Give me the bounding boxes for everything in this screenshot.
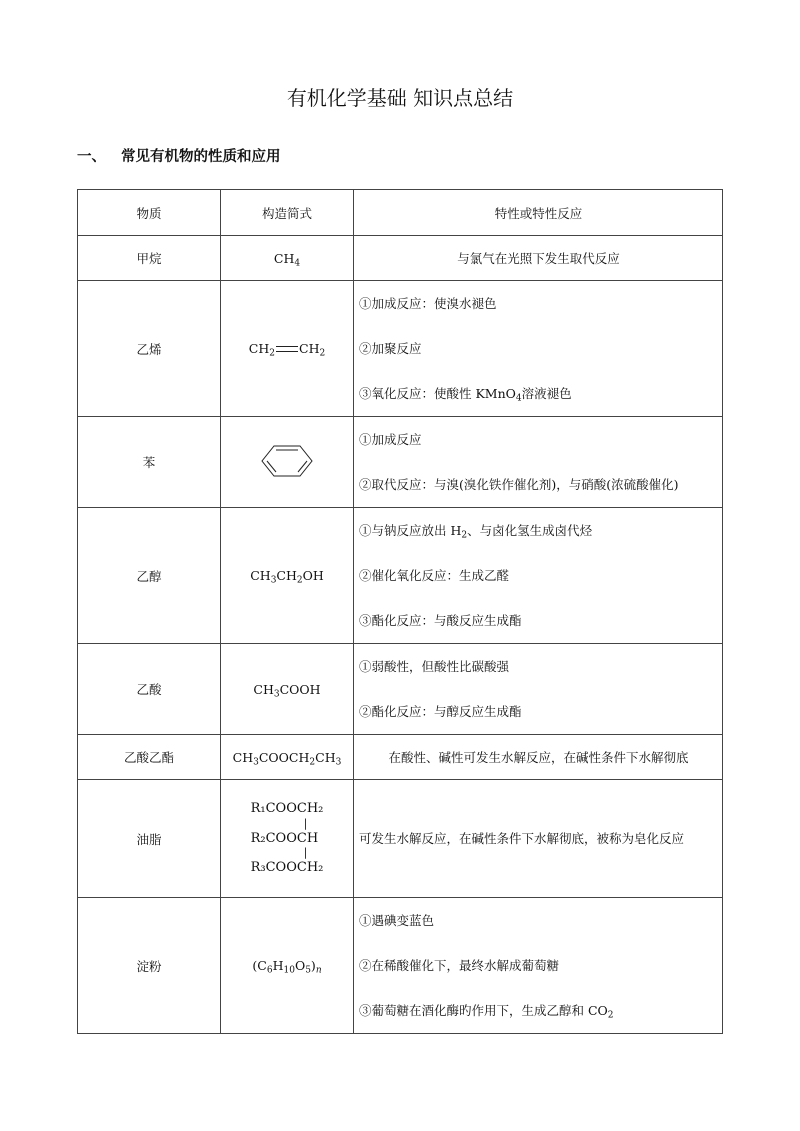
formula-subscript: 3 <box>253 756 259 767</box>
header-properties: 特性或特性反应 <box>354 190 723 236</box>
formula-subscript: 2 <box>309 756 316 767</box>
substance-name: 乙烯 <box>78 281 221 417</box>
formula-part: CH <box>232 749 254 765</box>
double-bond-icon <box>276 346 298 352</box>
formula-part: CH <box>315 749 336 765</box>
property-text: ①与钠反应放出 H <box>359 523 462 538</box>
table-header-row <box>78 190 723 236</box>
property-line <box>359 508 718 553</box>
property-text: ③葡萄糖在酒化酶旳作用下，生成乙醇和 CO <box>359 1003 608 1018</box>
property-text: 在酸性、碱性可发生水解反应，在碱性条件下水解彻底 <box>354 735 723 780</box>
property-cell <box>354 417 723 508</box>
table-row <box>78 780 723 898</box>
property-cell <box>354 780 723 898</box>
section-title: 常见有机物的性质和应用 <box>121 149 281 165</box>
substance-name: 油脂 <box>78 780 221 898</box>
structural-formula <box>221 780 354 898</box>
structural-formula <box>221 417 354 508</box>
property-line: ①加成反应 <box>359 432 422 447</box>
page-title: 有机化学基础 知识点总结 <box>286 86 514 110</box>
formula-part: CH <box>250 568 271 583</box>
section-heading <box>77 145 281 166</box>
formula-part: COOH <box>279 681 321 697</box>
benzene-ring-icon <box>260 444 314 478</box>
structural-formula <box>221 644 354 735</box>
property-text: ③氧化反应：使酸性 KMnO <box>359 386 516 401</box>
formula-part: (C <box>252 958 267 973</box>
formula-subscript: 4 <box>515 393 522 404</box>
formula-part: CH <box>273 250 295 266</box>
section-number: 一、 <box>77 149 106 165</box>
formula-subscript: 10 <box>283 965 295 976</box>
table-row <box>78 644 723 735</box>
substance-name: 甲烷 <box>78 236 221 281</box>
formula-part: H <box>272 958 284 973</box>
property-text: 与氯气在光照下发生取代反应 <box>354 236 723 281</box>
fat-line: R₁COOCH₂ <box>250 801 324 817</box>
substance-name: 苯 <box>78 417 221 508</box>
formula-part: COOCH <box>258 749 310 765</box>
property-line: ③酯化反应：与酸反应生成酯 <box>359 613 522 628</box>
substance-name: 淀粉 <box>78 898 221 1034</box>
formula-subscript: n <box>315 965 322 976</box>
property-line: ①弱酸性，但酸性比碳酸强 <box>359 659 510 674</box>
substance-name: 乙醇 <box>78 508 221 644</box>
formula-part: OH <box>302 568 324 583</box>
organic-properties-table <box>77 189 723 1034</box>
formula-subscript: 5 <box>305 965 311 976</box>
property-cell <box>354 508 723 644</box>
bond-line-icon: | <box>303 846 308 860</box>
structural-formula <box>221 281 354 417</box>
table-row <box>78 417 723 508</box>
property-line: ②催化氧化反应：生成乙醛 <box>359 568 510 583</box>
table-row <box>78 281 723 417</box>
property-text: 溶液褪色 <box>521 386 572 401</box>
property-cell <box>354 281 723 417</box>
formula-subscript: 3 <box>273 688 280 699</box>
formula-part: ) <box>310 958 316 973</box>
structural-formula <box>221 508 354 644</box>
property-cell <box>354 898 723 1034</box>
formula-subscript: 2 <box>296 575 303 586</box>
formula-subscript: 2 <box>461 530 468 541</box>
property-line: ②在稀酸催化下，最终水解成葡萄糖 <box>359 958 560 973</box>
property-line: ①加成反应：使溴水褪色 <box>359 296 497 311</box>
formula-part: CH <box>299 341 320 356</box>
property-line: ②加聚反应 <box>359 341 422 356</box>
structural-formula <box>221 898 354 1034</box>
fat-structure <box>251 800 324 877</box>
property-line <box>359 371 718 416</box>
formula-part: CH <box>253 681 274 697</box>
fat-line: R₃COOCH₂ <box>250 860 324 876</box>
formula-subscript: 2 <box>319 348 326 359</box>
property-text: 可发生水解反应，在碱性条件下水解彻底，被称为皂化反应 <box>359 830 685 846</box>
formula-subscript: 2 <box>607 1010 614 1021</box>
formula-subscript: 3 <box>270 575 277 586</box>
substance-name: 乙酸 <box>78 644 221 735</box>
formula-subscript: 4 <box>294 257 301 268</box>
header-substance: 物质 <box>78 190 221 236</box>
structural-formula <box>221 236 354 281</box>
property-text: 、与卤化氢生成卤代烃 <box>467 523 593 538</box>
formula-subscript: 6 <box>266 965 273 976</box>
bond-line-icon: | <box>303 816 308 830</box>
formula-subscript: 2 <box>269 348 275 359</box>
formula-part: O <box>294 958 306 973</box>
header-formula: 构造简式 <box>221 190 354 236</box>
table-row <box>78 508 723 644</box>
property-line: ②取代反应：与溴(溴化铁作催化剂)，与硝酸(浓硫酸催化) <box>359 477 679 492</box>
formula-part: CH <box>276 568 297 583</box>
formula-subscript: 3 <box>335 756 342 767</box>
formula-part: CH <box>248 341 270 356</box>
fat-line: R₂COOCH <box>250 830 319 846</box>
structural-formula <box>221 735 354 780</box>
property-line: ①遇碘变蓝色 <box>359 913 435 928</box>
table-row <box>78 898 723 1034</box>
substance-name: 乙酸乙酯 <box>78 735 221 780</box>
property-line: ②酯化反应：与醇反应生成酯 <box>359 704 522 719</box>
table-row <box>78 236 723 281</box>
table-row <box>78 735 723 780</box>
property-cell <box>354 644 723 735</box>
property-line <box>359 988 718 1033</box>
